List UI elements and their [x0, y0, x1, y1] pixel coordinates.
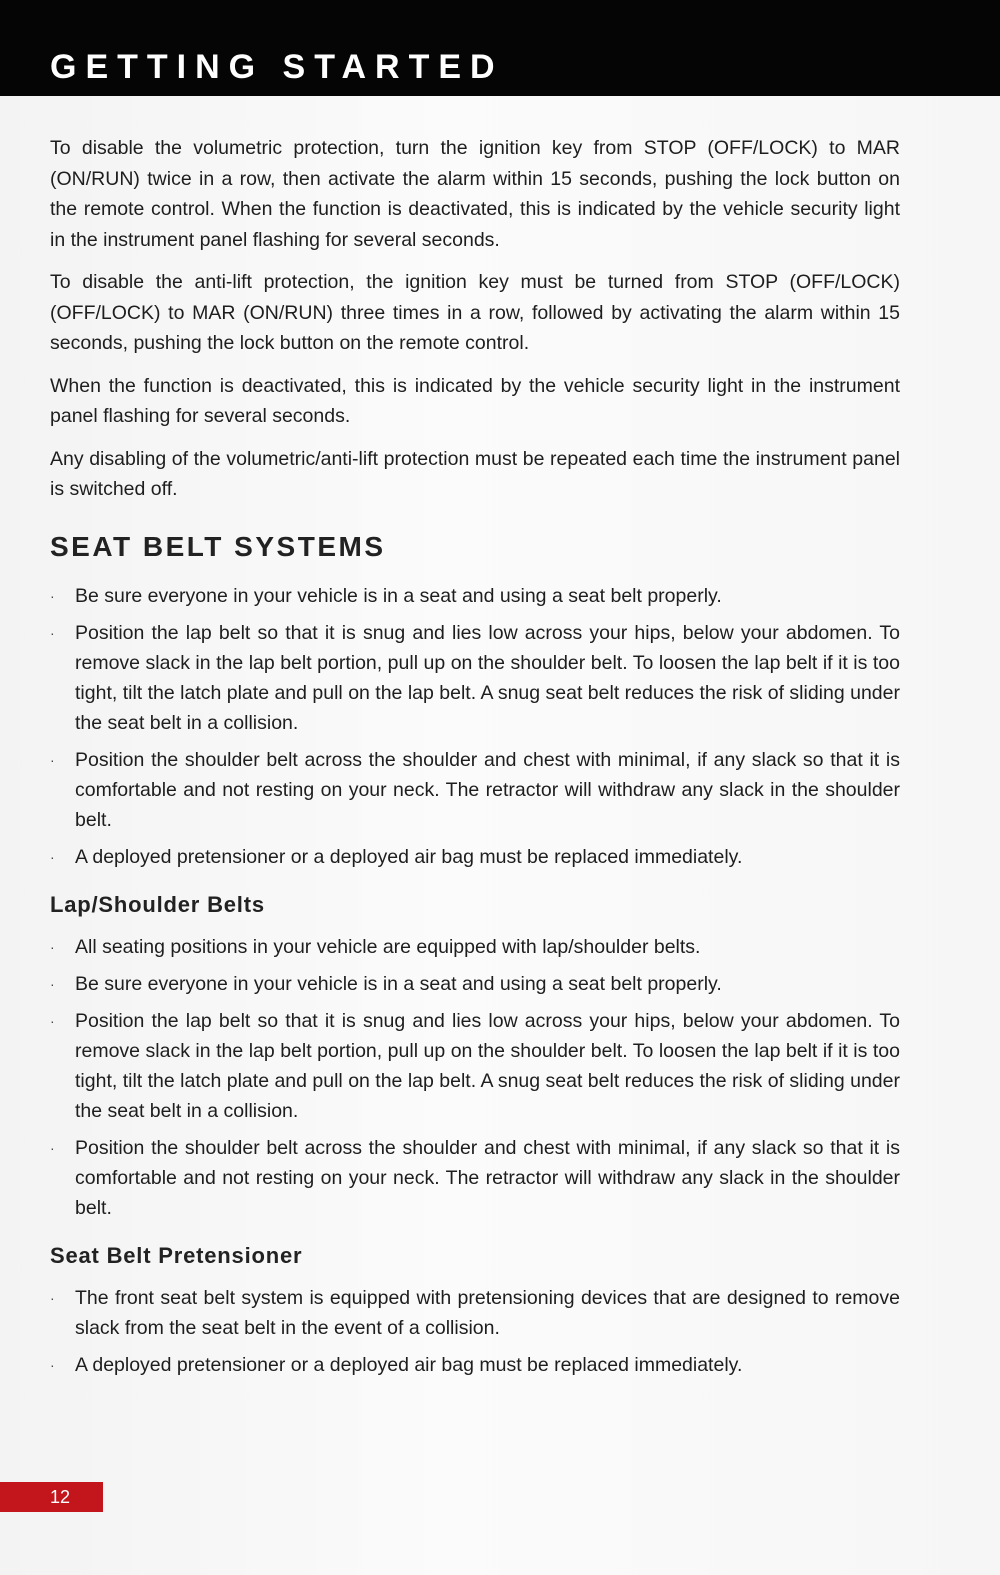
sub-heading-seat-belt-pretensioner: Seat Belt Pretensioner [50, 1242, 303, 1268]
list-item [50, 969, 900, 999]
list-item [50, 1006, 900, 1126]
page-title: GETTING STARTED [50, 48, 504, 86]
list-item-text: The front seat belt system is equipped with pretensioning devices that are designed to remove slack from the seat belt in the event of a collision. [75, 1286, 900, 1339]
bullet-icon: · [50, 751, 55, 768]
bullet-icon: · [50, 587, 55, 604]
section-heading-seat-belt-systems: SEAT BELT SYSTEMS [50, 530, 386, 562]
list-item-text: Be sure everyone in your vehicle is in a seat and using a seat belt properly. [75, 584, 722, 607]
seat-belt-systems-list [50, 581, 900, 872]
bullet-icon: · [50, 1012, 55, 1029]
list-item-text: Position the shoulder belt across the shoulder and chest with minimal, if any slack so that it is comfortable and not resting on your neck. The retractor will withdraw any slack in the shoulder belt. [75, 1136, 900, 1219]
list-item [50, 1133, 900, 1223]
header-bar [0, 0, 1000, 96]
paragraph-deactivation-indicator: When the function is deactivated, this is indicated by the vehicle security light in the instrument panel flashing for several seconds. [50, 374, 900, 427]
bullet-icon: · [50, 1356, 55, 1373]
paragraph-repeat-disabling: Any disabling of the volumetric/anti-lift protection must be repeated each time the instrument panel is switched off. [50, 447, 900, 500]
bullet-icon: · [50, 624, 55, 641]
paragraph-volumetric-protection: To disable the volumetric protection, turn the ignition key from STOP (OFF/LOCK) to MAR (ON/RUN) twice in a row, then activate the alarm within 15 seconds, pushing the lock button on the remote control. When the function is deactivated, this is indicated by the vehicle security light in the instrument panel flashing for several seconds. [50, 137, 900, 251]
list-item-text: A deployed pretensioner or a deployed air bag must be replaced immediately. [75, 845, 743, 868]
bullet-icon: · [50, 975, 55, 992]
bullet-icon: · [50, 848, 55, 865]
paragraph-anti-lift-protection: To disable the anti-lift protection, the ignition key must be turned from STOP (OFF/LOCK) (OFF/LOCK) to MAR (ON/RUN) three times in a row, followed by activating the alarm within 15 seconds, pushing the lock button on the remote control. [50, 271, 900, 354]
list-item-text: Be sure everyone in your vehicle is in a seat and using a seat belt properly. [75, 972, 722, 995]
list-item-text: Position the lap belt so that it is snug and lies low across your hips, below your abdomen. To remove slack in the lap belt portion, pull up on the shoulder belt. To loosen the lap belt if it is too tight, tilt the latch plate and pull on the lap belt. A snug seat belt reduces the risk of sliding under the seat belt in a collision. [75, 1009, 900, 1122]
list-item [50, 932, 900, 962]
sub-heading-lap-shoulder-belts: Lap/Shoulder Belts [50, 891, 265, 917]
page-number-badge [0, 1482, 103, 1512]
list-item [50, 1283, 900, 1343]
lap-shoulder-belts-list [50, 932, 900, 1223]
list-item [50, 1350, 900, 1380]
seat-belt-pretensioner-list [50, 1283, 900, 1380]
bullet-icon: · [50, 1289, 55, 1306]
list-item [50, 745, 900, 835]
page-content [50, 133, 900, 1387]
list-item-text: All seating positions in your vehicle are equipped with lap/shoulder belts. [75, 935, 701, 958]
list-item-text: A deployed pretensioner or a deployed air bag must be replaced immediately. [75, 1353, 743, 1376]
list-item [50, 618, 900, 738]
list-item-text: Position the lap belt so that it is snug and lies low across your hips, below your abdomen. To remove slack in the lap belt portion, pull up on the shoulder belt. To loosen the lap belt if it is too tight, tilt the latch plate and pull on the lap belt. A snug seat belt reduces the risk of sliding under the seat belt in a collision. [75, 621, 900, 734]
list-item [50, 581, 900, 611]
page-number: 12 [50, 1487, 71, 1507]
bullet-icon: · [50, 938, 55, 955]
list-item-text: Position the shoulder belt across the shoulder and chest with minimal, if any slack so that it is comfortable and not resting on your neck. The retractor will withdraw any slack in the shoulder belt. [75, 748, 900, 831]
list-item [50, 842, 900, 872]
bullet-icon: · [50, 1139, 55, 1156]
